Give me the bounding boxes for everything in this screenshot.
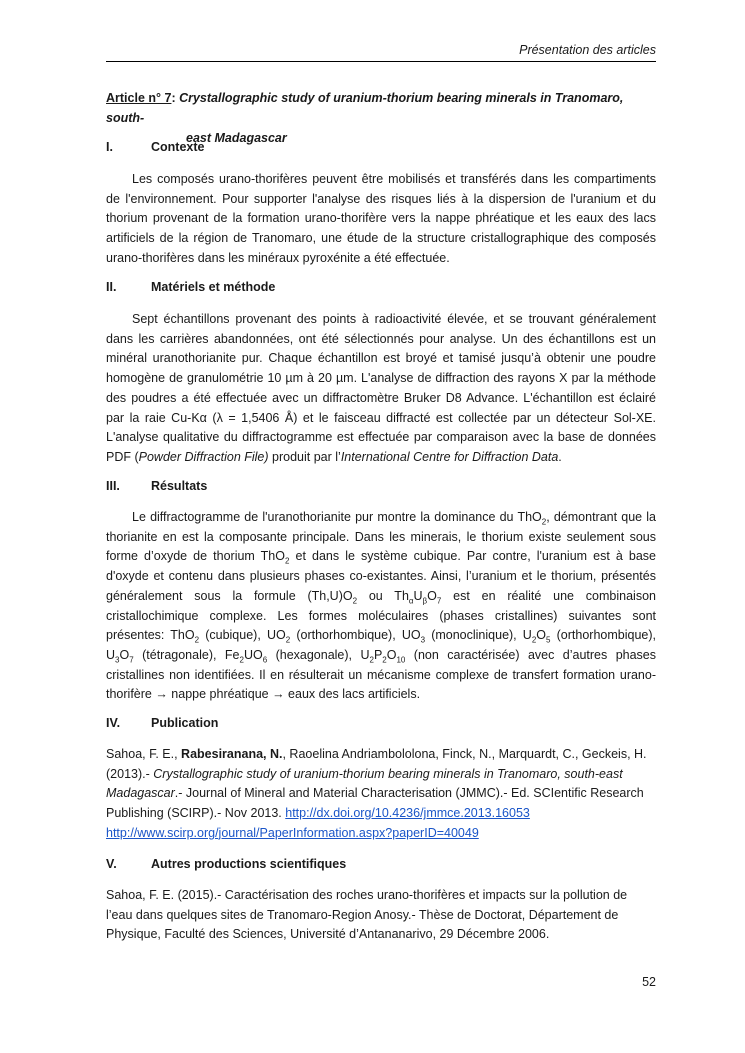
methode-italic-icdd: International Centre for Diffraction Data	[340, 449, 559, 464]
resultats-text: (tétragonale), Fe	[133, 647, 240, 662]
resultats-text: (hexagonale), U	[267, 647, 370, 662]
subscript: 2	[285, 635, 291, 645]
paragraph-publication	[106, 745, 656, 844]
article-separator: :	[171, 91, 180, 105]
resultats-text: O	[119, 647, 130, 662]
running-header	[106, 43, 656, 62]
subscript: 2	[239, 655, 244, 665]
autres-text: Sahoa, F. E. (2015).- Caractérisation des roches urano-thorifères et impacts sur la pollution de l’eau dans quelques sites de Tranomaro-Region Anosy.- Thèse de Doctorat, Département de Physique, Faculté des Sciences, Université d’Antananarivo, 29 Décembre 2006.	[106, 888, 628, 942]
section-title: Matériels et méthode	[151, 280, 276, 294]
resultats-text: (orthorhombique), U	[106, 628, 656, 662]
subscript: α	[408, 596, 414, 606]
subscript: 2	[285, 556, 290, 566]
scirp-link[interactable]: http://www.scirp.org/journal/PaperInformation.aspx?paperID=40049	[106, 825, 479, 840]
doi-link[interactable]: http://dx.doi.org/10.4236/jmmce.2013.16053	[285, 806, 530, 821]
section-title: Contexte	[151, 140, 205, 154]
subscript: 2	[369, 655, 374, 665]
methode-text-b: produit par l’	[268, 449, 341, 464]
section-title: Publication	[151, 716, 219, 730]
resultats-text: P	[373, 647, 383, 662]
section-heading-autres	[106, 857, 656, 871]
subscript: 2	[541, 517, 547, 527]
header-title: Présentation des articles	[519, 43, 656, 57]
subscript: 3	[420, 635, 426, 645]
article-label: Article n° 7	[106, 91, 172, 105]
subscript: 3	[115, 655, 120, 665]
publication-rest: .- Journal of Mineral and Material Characterisation (JMMC).- Ed. SCIentific Research Publishing (SCIRP).- Nov 2013.	[106, 786, 644, 821]
article-title-line2: east Madagascar	[186, 131, 287, 145]
resultats-text: ou Th	[357, 588, 409, 603]
publication-author-bold: Rabesiranana, N.	[181, 747, 283, 761]
publication-title: Crystallographic study of uranium-thorium bearing minerals in Tranomaro, south-east Madagascar	[106, 766, 623, 801]
subscript: 10	[396, 655, 406, 665]
subscript: 2	[382, 655, 387, 665]
methode-italic-pdf: Powder Diffraction File)	[138, 449, 269, 464]
subscript: 2	[194, 635, 200, 645]
resultats-text: , démontrant que la thorianite en est la composante principale. Dans les minerais, le thorium existe seulement sous forme d’oxyde de thorium ThO	[106, 510, 656, 564]
subscript: 2	[352, 596, 358, 606]
section-heading-resultats	[106, 479, 656, 493]
article-title-line1: Crystallographic study of uranium-thorium bearing minerals in Tranomaro, south-	[106, 91, 624, 125]
section-heading-contexte	[106, 140, 656, 154]
resultats-text: O	[536, 628, 547, 643]
section-number: IV.	[106, 716, 121, 730]
section-heading-publication	[106, 716, 656, 730]
subscript: 6	[262, 655, 268, 665]
publication-authors-b: , Raoelina Andriambololona, Finck, N., Marquardt, C., Geckeis, H. (2013).-	[106, 747, 647, 781]
subscript: β	[422, 596, 428, 606]
resultats-text: (monoclinique), U	[425, 628, 532, 643]
methode-text-c: .	[558, 449, 562, 464]
resultats-text: UO	[243, 647, 263, 662]
publication-authors-a: Sahoa, F. E.,	[106, 747, 182, 761]
methode-text-a: Sept échantillons provenant des points à radioactivité élevée, et se trouvant généralement dans les carrières abandonnées, ont été sélectionnés pour analyse. Un des échantillons est un minéral uranothorianite pur. Chaque échantillon est broyé et tamisé jusqu’à obtenir une poudre homogène de granulométrie 10 µm à 20 µm. L'analyse de diffraction des rayons X par la méthode des poudres a été effectuée avec un diffractomètre Bruker D8 Advance. L'échantillon est éclairé par la raie Cu-Kα (λ = 1,5406 Å) et le faisceau diffracté est collectée par un détecteur Sol-XE. L'analyse qualitative du diffractogramme est effectuée par comparaison avec la base de données PDF (	[106, 312, 656, 464]
subscript: 7	[436, 596, 442, 606]
section-number: I.	[106, 140, 113, 154]
resultats-text: (orthorhombique), UO	[290, 628, 421, 643]
article-heading	[106, 88, 656, 148]
subscript: 7	[129, 655, 134, 665]
resultats-text: et dans le système cubique. Par contre, l'uranium est à base d'oxyde et contenu dans plusieurs phases co-existantes. Ainsi, l’uranium et le thorium, présentés généralement sous la formule (Th,U)O	[106, 549, 657, 603]
resultats-text: est en réalité une combinaison cristallochimique complexe. Les formes moléculaires (phases cristallines) suivantes sont présentes: ThO	[106, 588, 656, 643]
section-title: Autres productions scientifiques	[151, 857, 347, 871]
contexte-text: Les composés urano-thorifères peuvent être mobilisés et transférés dans les compartiments de l'environnement. Pour supporter l'analyse des risques liés à la dispersion de l'uranium et du thorium provenant de la formation urano-thorifère vers la nappe phréatique et les eaux des lacs artificiels de la région de Tranomaro, une étude de la structure cristallographique des composés urano-thorifères dans les minéraux pyroxénite a été effectuée.	[106, 172, 656, 265]
section-title: Résultats	[151, 479, 208, 493]
resultats-text: O	[427, 588, 437, 603]
section-heading-methode	[106, 280, 656, 294]
resultats-text: U	[413, 588, 423, 603]
subscript: 2	[531, 635, 537, 645]
subscript: 5	[546, 635, 551, 645]
page-number: 52	[642, 975, 656, 989]
section-number: II.	[106, 280, 117, 294]
paragraph-methode	[106, 310, 656, 468]
section-number: V.	[106, 857, 117, 871]
paragraph-resultats	[106, 508, 656, 705]
resultats-text: O	[386, 647, 397, 662]
resultats-text: Le diffractogramme de l'uranothorianite pur montre la dominance du ThO	[132, 510, 542, 524]
resultats-text: (cubique), UO	[199, 628, 286, 643]
paragraph-autres	[106, 886, 656, 945]
section-number: III.	[106, 479, 120, 493]
paragraph-contexte	[106, 170, 656, 269]
resultats-text: (non caractérisée) avec d’autres phases cristallines non identifiées. Il en résulterait un mécanisme complexe de transfert formation urano-thorifère → nappe phréatique → eaux des lacs artificiels.	[106, 647, 656, 702]
